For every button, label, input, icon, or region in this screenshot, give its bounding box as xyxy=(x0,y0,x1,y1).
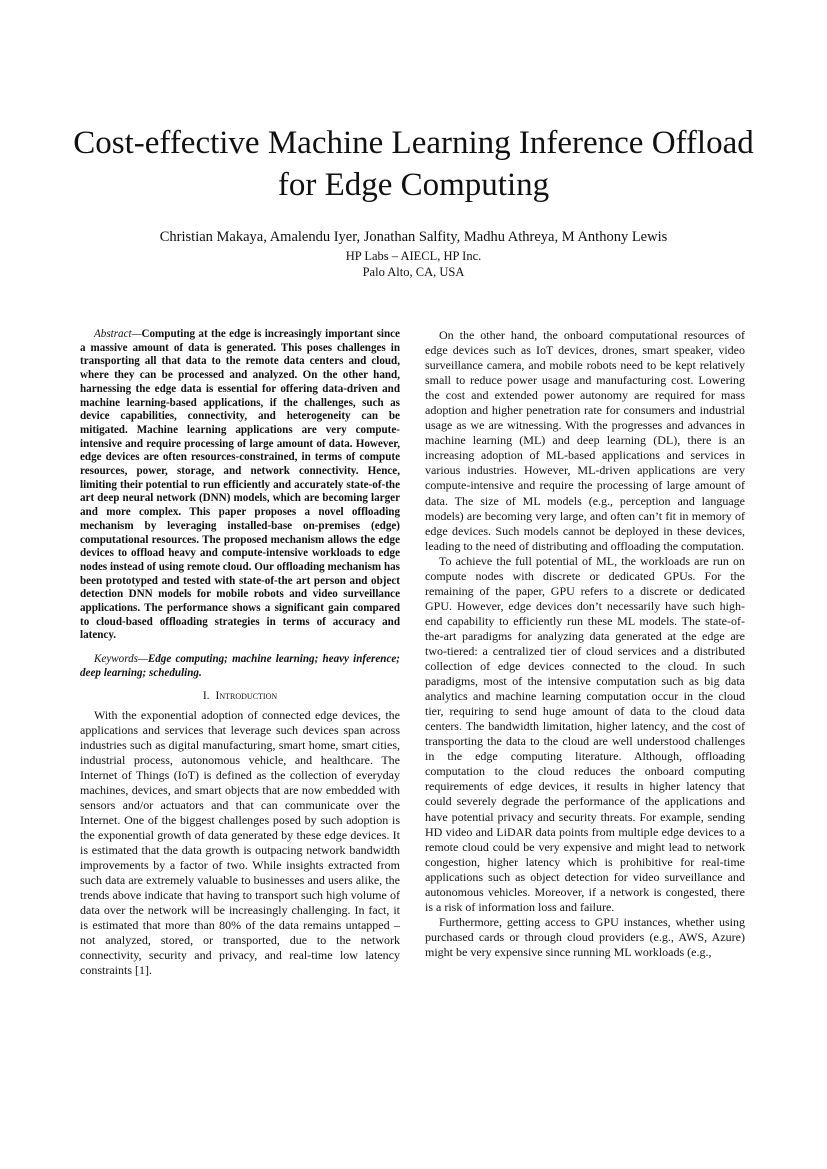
body-paragraph-2: On the other hand, the onboard computational resources of edge devices such as IoT devices, drones, smart speaker, video surveillance camera, and mobile robots need to be kept relatively small to reduce power usage and manufacturing cost. Lowering the cost and extended power autonomy are required for mass adoption and higher penetration rate for consumers and industrial usage as we are witnessing. With the progresses and advances in machine learning (ML) and deep learning (DL), there is an increasing adoption of ML-based applications and services in various industries. However, ML-driven applications are very compute-intensive and require the processing of large amount of data. The size of ML models (e.g., perception and language models) are becoming very large, and often can’t fit in memory of edge devices. Such models cannot be deployed in these devices, leading to the need of distributing and offloading the computation. xyxy=(425,328,745,553)
body-paragraph-3: To achieve the full potential of ML, the workloads are run on compute nodes with discrete or dedicated GPUs. For the remaining of the paper, GPU refers to a discrete or dedicated GPU. However, edge devices don’t necessarily have such high-end capability to efficiently run these ML models. The state-of-the-art paradigms for analyzing data generated at the edge are two-tiered: a centralized tier of cloud services and a distributed collection of edge devices connected to the cloud. In such paradigms, most of the intensive computation such as big data analytics and machine learning computation occur in the cloud tier, requiring to send huge amount of data to the cloud data centers. The bandwidth limitation, higher latency, and the cost of transporting the data to the cloud are well understood challenges in the edge computing literature. Although, offloading computation to the cloud reduces the onboard computing requirements of edge devices, it results in higher latency that could severely degrade the performance of the applications and have potential privacy and security threats. For example, sending HD video and LiDAR data points from multiple edge devices to a remote cloud could be very expensive and might lead to network congestion, higher latency which is prohibitive for real-time applications such as object detection for video surveillance and autonomous vehicles. Moreover, if a network is congested, there is a risk of information loss and failure. xyxy=(425,553,745,914)
keywords-label: Keywords— xyxy=(94,653,148,666)
paper-title: Cost-effective Machine Learning Inference Offload for Edge Computing xyxy=(73,125,754,203)
section-title: Introduction xyxy=(215,689,278,702)
affiliation xyxy=(60,248,767,280)
abstract xyxy=(80,328,400,643)
affiliation-org: HP Labs – AIECL, HP Inc. xyxy=(345,249,482,263)
abstract-text: Computing at the edge is increasingly important since a massive amount of data is generated. This poses challenges in transporting all that data to the remote data centers and cloud, where they can be processed and analyzed. On the other hand, harnessing the edge data is essential for offering data-driven and machine learning-based applications, if the challenges, such as device capabilities, connectivity, and heterogeneity can be mitigated. Machine learning applications are very compute-intensive and require processing of large amount of data. However, edge devices are often resources-constrained, in terms of compute resources, power, storage, and network connectivity. Hence, limiting their potential to run efficiently and accurately state-of-the art deep neural network (DNN) models, which are becoming larger and more complex. This paper proposes a novel offloading mechanism by leveraging installed-base on-premises (edge) computational resources. The proposed mechanism allows the edge devices to offload heavy and compute-intensive workloads to edge nodes instead of using remote cloud. Our offloading mechanism has been prototyped and tested with state-of-the art person and object detection DNN models for mobile robots and video surveillance applications. The performance shows a significant gain compared to cloud-based offloading strategies in terms of accuracy and latency. xyxy=(80,328,400,642)
intro-paragraph-1: With the exponential adoption of connected edge devices, the applications and services that leverage such devices span across industries such as digital manufacturing, smart home, smart cities, industrial process, autonomous vehicle, and healthcare. The Internet of Things (IoT) is defined as the collection of everyday machines, devices, and smart objects that are now embedded with sensors and/or actuators and that can communicate over the Internet. One of the biggest challenges posed by such adoption is the exponential growth of data generated by these edge devices. It is estimated that the data growth is outpacing network bandwidth improvements by a factor of two. While insights extracted from such data are extremely valuable to businesses and users alike, the trends above indicate that having to transport such high volume of data over the network will be increasingly challenging. In fact, it is estimated that more than 80% of the data remains untapped – not analyzed, stored, or transported, due to the network connectivity, security and privacy, and real-time low latency constraints [1]. xyxy=(80,707,400,978)
keywords xyxy=(80,653,400,680)
left-column xyxy=(80,328,400,978)
right-column xyxy=(425,328,745,960)
body-paragraph-4: Furthermore, getting access to GPU instances, whether using purchased cards or through cloud providers (e.g., AWS, Azure) might be very expensive since running ML workloads (e.g., xyxy=(425,914,745,959)
section-number: I. xyxy=(202,689,210,702)
author-list: Christian Makaya, Amalendu Iyer, Jonathan Salfity, Madhu Athreya, M Anthony Lewis xyxy=(159,229,668,245)
section-heading-introduction xyxy=(80,689,400,704)
affiliation-location: Palo Alto, CA, USA xyxy=(362,265,465,279)
keywords-text: Edge computing; machine learning; heavy inference; deep learning; scheduling. xyxy=(80,653,400,679)
abstract-label: Abstract— xyxy=(94,328,142,340)
